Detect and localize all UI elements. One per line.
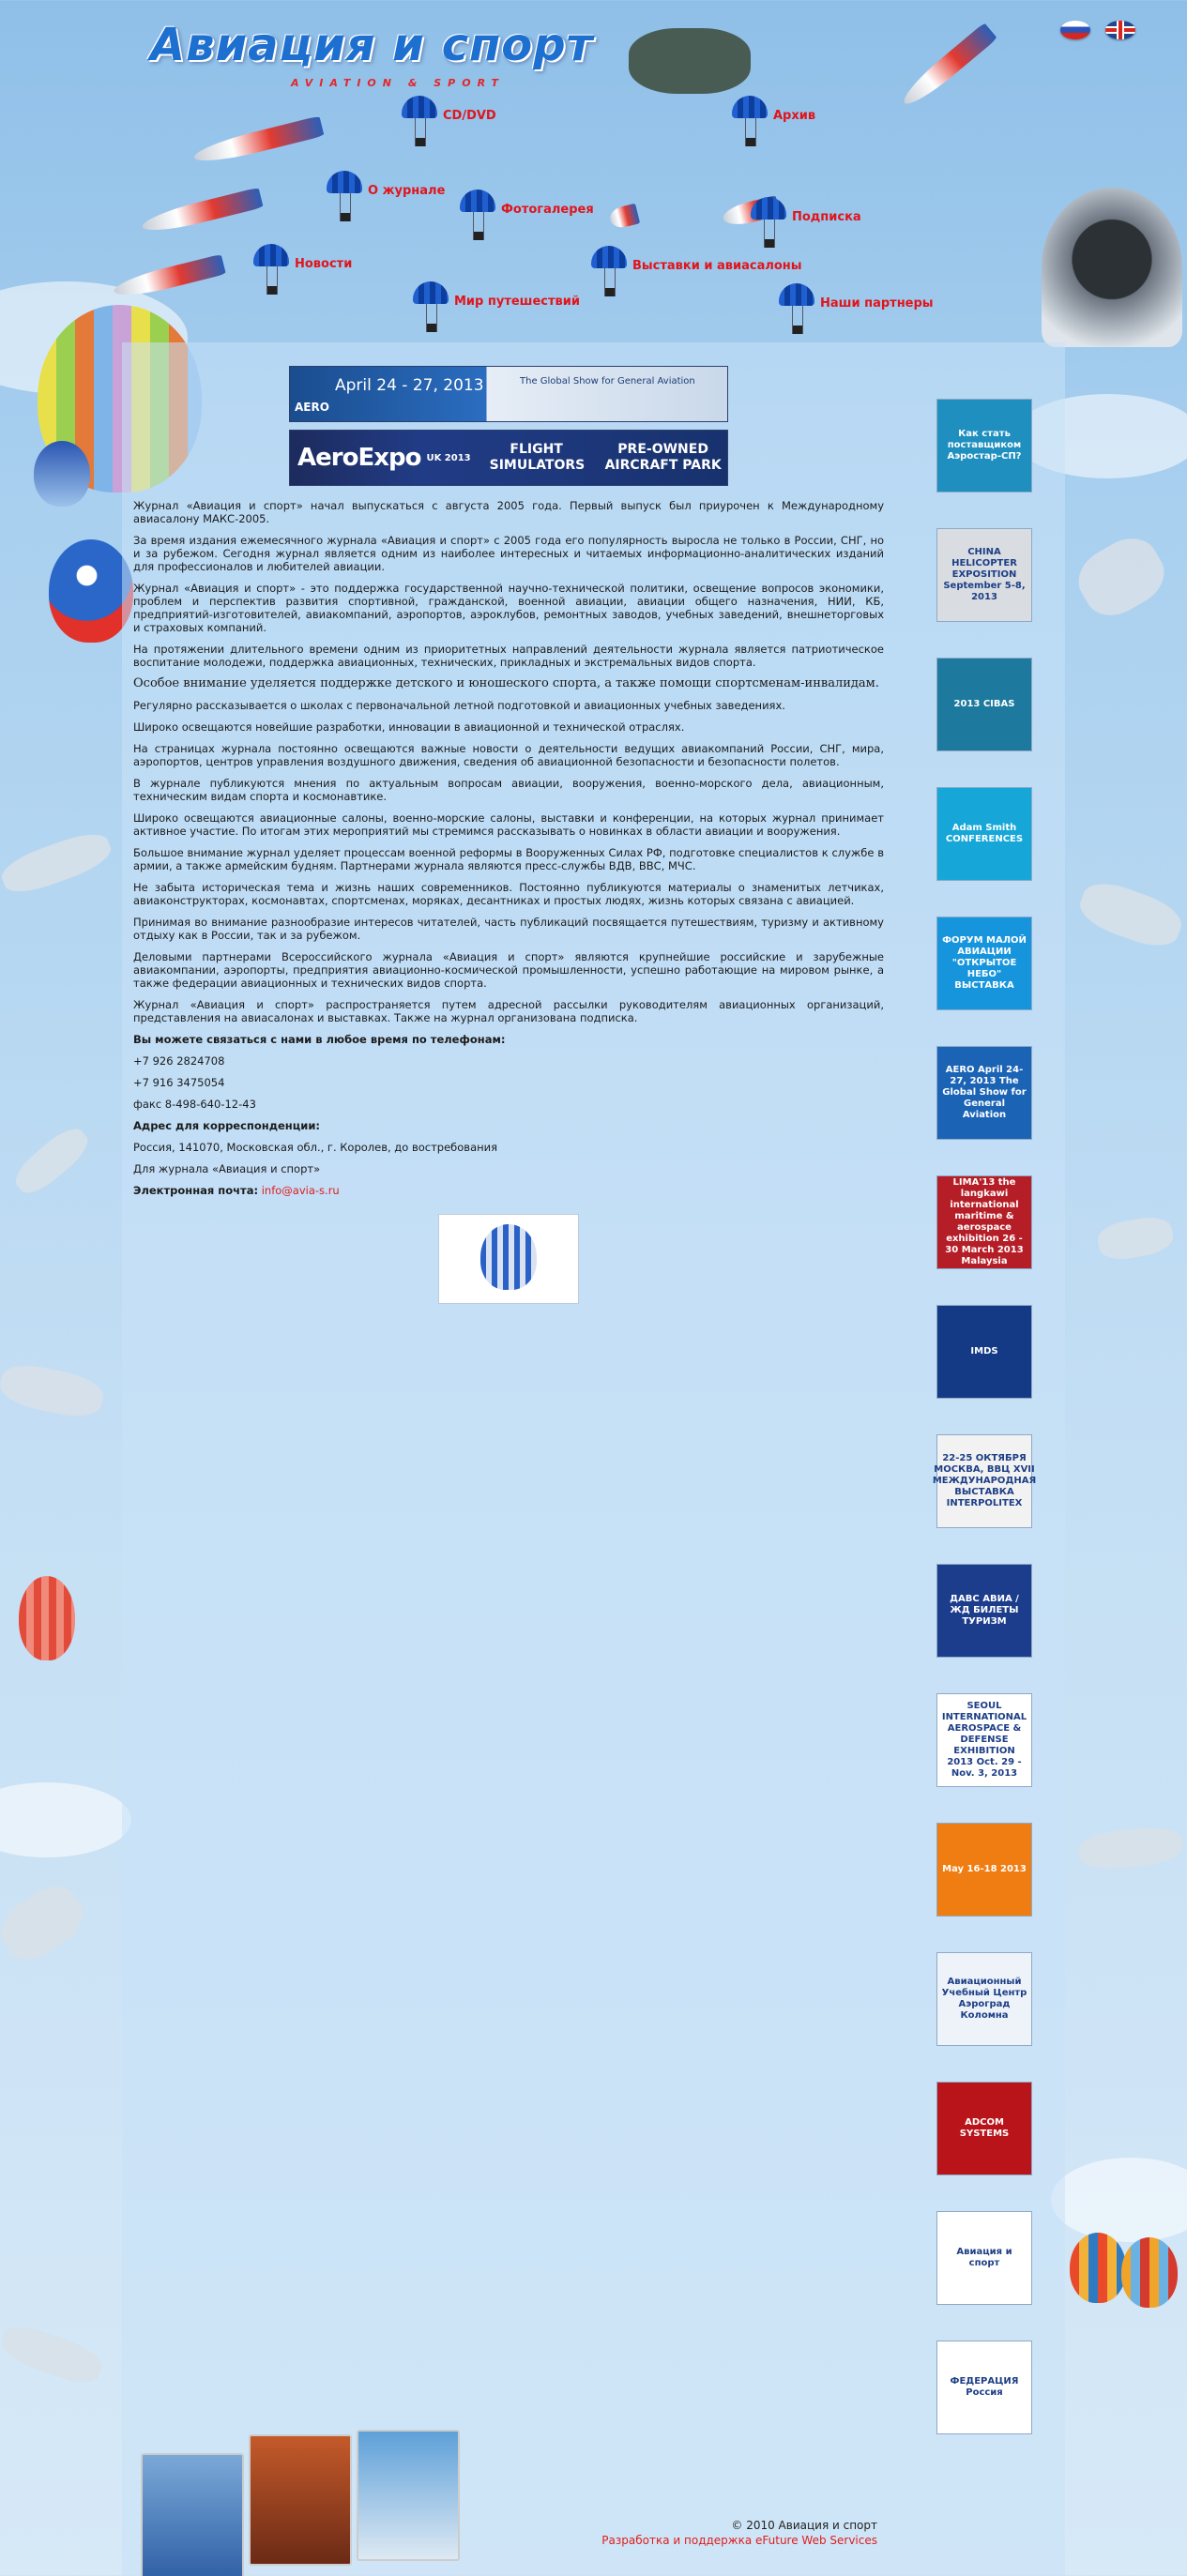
hot-air-balloon-image xyxy=(1121,2237,1178,2308)
main-column xyxy=(133,366,884,1304)
magazine-cover-image[interactable] xyxy=(357,2430,460,2561)
jet-image xyxy=(191,115,324,167)
flag-ru-icon[interactable] xyxy=(1060,21,1090,39)
partner-ad[interactable]: ADCOM SYSTEMS xyxy=(936,2082,1032,2175)
partner-ad[interactable]: ФОРУМ МАЛОЙ АВИАЦИИ "ОТКРЫТОЕ НЕБО" ВЫСТАВКА xyxy=(936,917,1032,1010)
address-recipient: Для журнала «Авиация и спорт» xyxy=(133,1162,321,1175)
jet-image xyxy=(898,23,997,111)
jet-image xyxy=(112,254,226,301)
paragraph: На протяжении длительного времени одним из приоритетных направлений деятельности журнала является патриотическое воспитание молодежи, поддержка авиационных, технических, прикладных и экстремальных видов спорта. xyxy=(133,643,884,669)
paragraph: На страницах журнала постоянно освещаются важные новости о деятельности ведущих авиакомпаний России, СНГ, мира, аэропортов, центров управления воздушного движения, сведения об авиационной безопасности и безопасности полетов. xyxy=(133,742,884,768)
aircraft-image xyxy=(8,1121,94,1201)
logo-subtitle: AVIATION & SPORT xyxy=(291,77,506,89)
partner-ad[interactable]: Как стать поставщиком Аэростар-СП? xyxy=(936,399,1032,492)
magazine-covers xyxy=(141,2434,460,2566)
background-cloud xyxy=(0,1782,131,1857)
nav-news[interactable] xyxy=(253,244,352,296)
paragraph: Журнал «Авиация и спорт» начал выпускаться с августа 2005 года. Первый выпуск был приурочен к Международному авиасалону МАКС-2005. xyxy=(133,499,884,525)
paragraph: Журнал «Авиация и спорт» распространяется путем адресной рассылки руководителям авиационных организаций, представления на авиасалонах и выставках. Также на журнал организована подписка. xyxy=(133,998,884,1024)
hot-air-balloon-image xyxy=(34,441,90,507)
nav-label: Наши партнеры xyxy=(820,295,934,311)
paragraph: В журнале публикуются мнения по актуальным вопросам авиации, вооружения, военно-морского дела, авиационным, техническим видам спорта и космонавтике. xyxy=(133,777,884,803)
nav-subscribe[interactable] xyxy=(751,197,861,250)
pilot-image xyxy=(1042,188,1182,347)
aeroexpo-title: AeroExpo xyxy=(297,444,421,472)
aero-banner[interactable] xyxy=(289,366,728,422)
paragraph-highlight: Особое внимание уделяется поддержке детского и юношеского спорта, а также помощи спортсменам-инвалидам. xyxy=(133,676,879,690)
nav-label: Подписка xyxy=(792,209,861,224)
nav-gallery[interactable] xyxy=(460,189,594,242)
paragraph: Широко освещаются новейшие разработки, инновации в авиационной и технической отраслях. xyxy=(133,720,685,734)
aircraft-image xyxy=(1077,1824,1184,1871)
helicopter-image xyxy=(629,28,751,94)
parachute-icon xyxy=(732,96,768,148)
parachute-icon xyxy=(591,246,627,298)
paragraph: Деловыми партнерами Всероссийского журнала «Авиация и спорт» являются крупнейшие российские и зарубежные авиакомпании, аэропорты, предприятия авиационно-космической промышленности, успешно работающие на мировом рынке, а также федерации авиационных и технических видов спорта. xyxy=(133,950,884,990)
partner-ad[interactable]: May 16-18 2013 xyxy=(936,1823,1032,1917)
magazine-cover-image[interactable] xyxy=(249,2434,352,2566)
nav-exhibitions[interactable] xyxy=(591,246,802,298)
aero-banner-logo: AERO xyxy=(295,401,329,414)
paraglider-image xyxy=(19,1576,75,1660)
partner-ad[interactable]: 22-25 ОКТЯБРЯ МОСКВА, ВВЦ XVII МЕЖДУНАРОДНАЯ ВЫСТАВКА INTERPOLITEX xyxy=(936,1434,1032,1528)
phone-1: +7 926 2824708 xyxy=(133,1054,225,1068)
nav-label: Фотогалерея xyxy=(501,202,594,217)
site-header xyxy=(122,0,1065,342)
parachute-icon xyxy=(327,171,362,223)
paragraph: Журнал «Авиация и спорт» - это поддержка государственной научно-технической политики, освещение вопросов экономики, проблем и перспектив развития спортивной, гражданской, военной авиации, авиации общего назначения, НИИ, КБ, предприятий-изготовителей, авиакомпаний, аэропортов, аэроклубов, ремонтных заводов, учебных заведений, внешнеторговых и страховых компаний. xyxy=(133,582,884,634)
partner-sidebar xyxy=(932,399,1037,2470)
nav-label: CD/DVD xyxy=(443,108,496,123)
parachute-icon xyxy=(779,283,814,336)
aircraft-image xyxy=(1095,1213,1176,1263)
hot-air-balloon-image xyxy=(49,539,133,643)
parachute-icon xyxy=(460,189,495,242)
paragraph: Принимая во внимание разнообразие интересов читателей, часть публикаций посвящается путешествиям, туризму и активному отдыху как в России, так и за рубежом. xyxy=(133,916,884,942)
parachute-emblem-icon xyxy=(480,1224,537,1290)
partner-ad[interactable]: Авиационный Учебный Центр Аэроград Коломна xyxy=(936,1952,1032,2046)
logo-title: Авиация и спорт xyxy=(150,19,594,71)
nav-label: Новости xyxy=(295,256,353,271)
paragraph: За время издания ежемесячного журнала «Авиация и спорт» с 2005 года его популярность выросла не только в России, СНГ, но и за рубежом. Сегодня журнал является одним из наиболее интересных и читаемых информационно-аналитических изданий для профессионалов и любителей авиации. xyxy=(133,534,884,573)
address: Россия, 141070, Московская обл., г. Королев, до востребования xyxy=(133,1141,498,1154)
paragraph: Большое внимание журнал уделяет процессам военной реформы в Вооруженных Силах РФ, подготовке специалистов к службе в армии, а также армейским будням. Партнерами журнала являются пресс-службы ВДВ, ВВС, МЧС. xyxy=(133,846,884,872)
background-cloud xyxy=(1051,2158,1187,2242)
partner-ad[interactable]: Adam Smith CONFERENCES xyxy=(936,787,1032,881)
nav-partners[interactable] xyxy=(779,283,934,336)
nav-cd-dvd[interactable] xyxy=(402,96,496,148)
partner-ad[interactable]: Авиация и спорт xyxy=(936,2211,1032,2305)
site-logo[interactable] xyxy=(150,19,594,89)
magazine-cover-image[interactable] xyxy=(141,2453,244,2576)
parachute-icon xyxy=(751,197,786,250)
partner-ad[interactable]: ДАВС АВИА / ЖД БИЛЕТЫ ТУРИЗМ xyxy=(936,1564,1032,1658)
flag-uk-icon[interactable] xyxy=(1105,21,1135,39)
nav-label: О журнале xyxy=(368,183,446,198)
jet-image xyxy=(608,204,640,231)
email-link[interactable]: info@avia-s.ru xyxy=(261,1184,340,1197)
partner-ad[interactable]: LIMA'13 the langkawi international maritime & aerospace exhibition 26 - 30 March 2013 Malaysia xyxy=(936,1175,1032,1269)
email-label: Электронная почта: xyxy=(133,1184,259,1197)
fax: факс 8-498-640-12-43 xyxy=(133,1098,256,1111)
partner-ad[interactable]: SEOUL INTERNATIONAL AEROSPACE & DEFENSE EXHIBITION 2013 Oct. 29 - Nov. 3, 2013 xyxy=(936,1693,1032,1787)
paragraph: Широко освещаются авиационные салоны, военно-морские салоны, выставки и конференции, на которых журнал принимает активное участие. По итогам этих мероприятий мы стремимся рассказывать о новинках в области авиации и вооружения. xyxy=(133,811,884,838)
address-heading: Адрес для корреспонденции: xyxy=(133,1119,320,1132)
aero-banner-tagline: The Global Show for General Aviation xyxy=(520,376,695,386)
site-footer xyxy=(601,2518,877,2548)
nav-archive[interactable] xyxy=(732,96,815,148)
nav-travel[interactable] xyxy=(413,281,580,334)
partner-ad[interactable]: IMDS xyxy=(936,1305,1032,1399)
aircraft-image xyxy=(1069,527,1175,627)
parachute-icon xyxy=(253,244,289,296)
paragraph: Не забыта историческая тема и жизнь наших современников. Постоянно публикуются материалы о знаменитых летчиках, авиаконструкторах, космонавтах, спортсменах, моряках, десантниках и простых людях, жизнь которых связана с авиацией. xyxy=(133,881,884,907)
aircraft-image xyxy=(0,1359,106,1422)
nav-label: Мир путешествий xyxy=(454,294,580,309)
paragraph: Регулярно рассказывается о школах с первоначальной летной подготовкой и авиационных учебных заведениях. xyxy=(133,699,785,712)
nav-about[interactable] xyxy=(327,171,445,223)
partner-ad[interactable]: ФЕДЕРАЦИЯ Россия xyxy=(936,2341,1032,2434)
aircraft-image xyxy=(1074,875,1187,955)
aircraft-image xyxy=(0,826,115,901)
article-text xyxy=(133,499,884,1197)
phone-2: +7 916 3475054 xyxy=(133,1076,225,1089)
partner-ad[interactable]: AERO April 24-27, 2013 The Global Show for General Aviation xyxy=(936,1046,1032,1140)
language-switcher xyxy=(1060,21,1135,39)
copyright: © 2010 Авиация и спорт xyxy=(731,2519,877,2532)
contact-heading: Вы можете связаться с нами в любое время по телефонам: xyxy=(133,1033,506,1046)
aircraft-image xyxy=(0,2319,107,2389)
aeroexpo-col1: FLIGHT SIMULATORS xyxy=(489,442,586,473)
parachute-emblem xyxy=(438,1214,579,1304)
aeroexpo-col2: PRE-OWNED AIRCRAFT PARK xyxy=(604,442,722,473)
jet-image xyxy=(140,188,263,237)
aeroexpo-banner[interactable] xyxy=(289,430,728,486)
parachute-icon xyxy=(413,281,449,334)
nav-label: Архив xyxy=(773,108,816,123)
developer-link[interactable]: Разработка и поддержка eFuture Web Services xyxy=(601,2534,877,2547)
parachute-icon xyxy=(402,96,437,148)
aircraft-image xyxy=(0,1876,93,1971)
aeroexpo-subtitle: UK 2013 xyxy=(426,452,471,463)
partner-ad[interactable]: 2013 CIBAS xyxy=(936,658,1032,751)
aero-banner-date: April 24 - 27, 2013 xyxy=(335,376,484,395)
partner-ad[interactable]: CHINA HELICOPTER EXPOSITION September 5-8, 2013 xyxy=(936,528,1032,622)
nav-label: Выставки и авиасалоны xyxy=(632,258,802,273)
hot-air-balloon-image xyxy=(1070,2233,1126,2303)
